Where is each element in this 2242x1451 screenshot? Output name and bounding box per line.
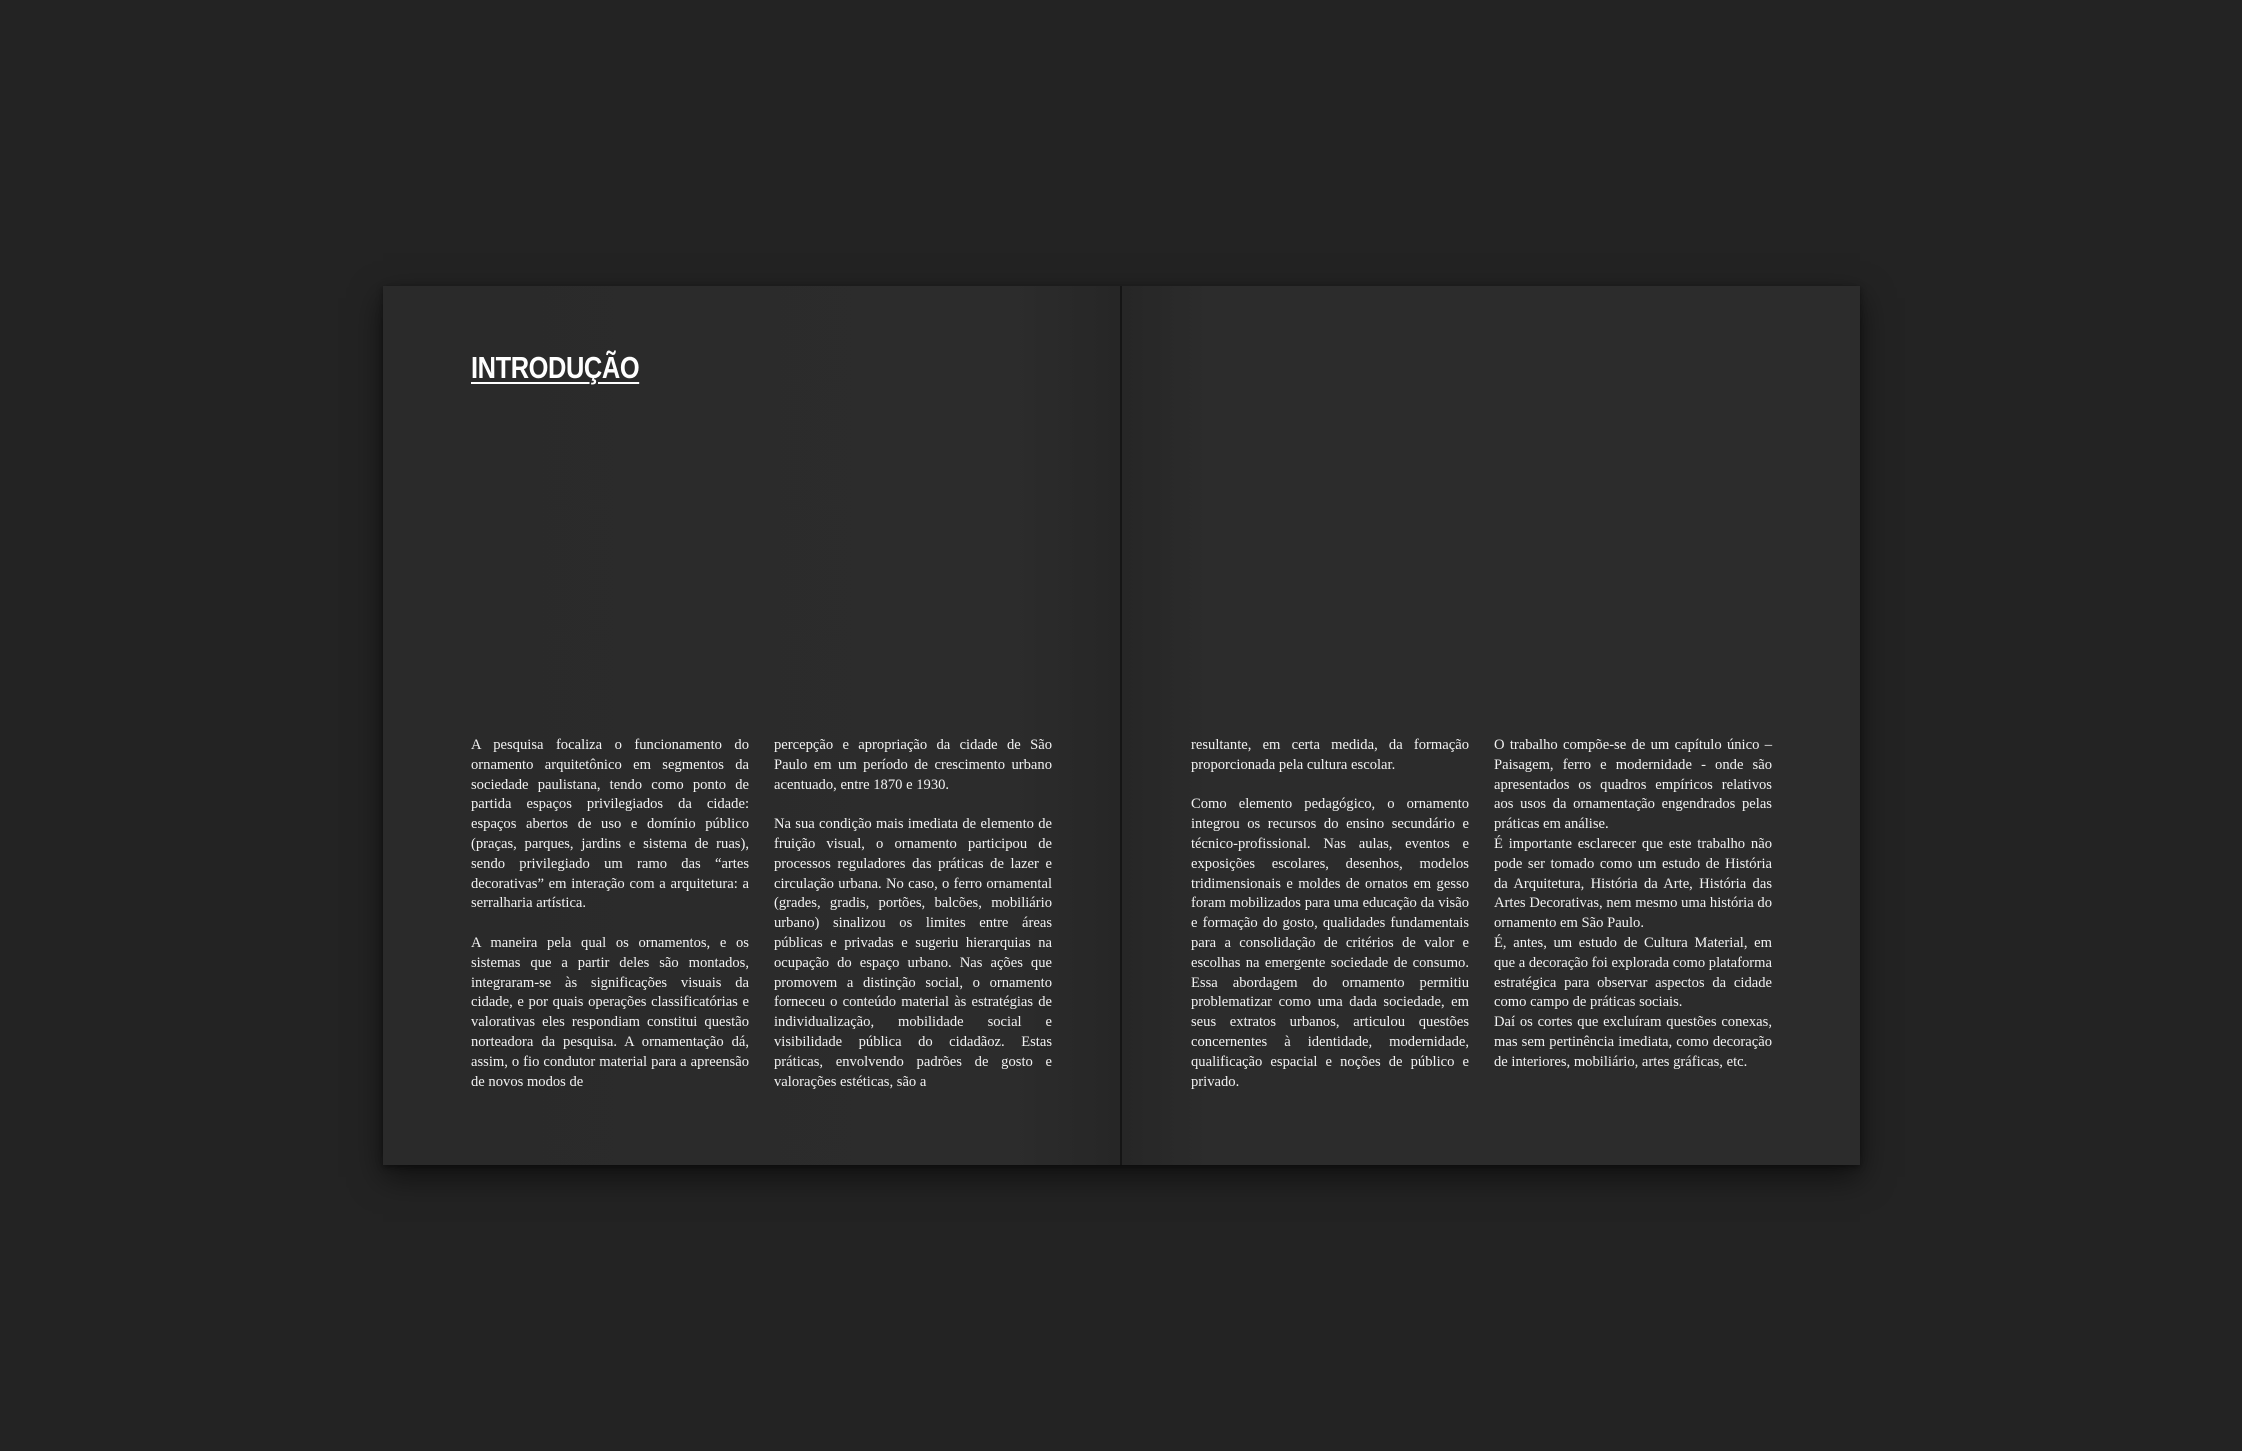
paragraph: resultante, em certa medida, da formação proporcionada pela cultura escolar. [1191, 737, 1469, 773]
paragraph: A pesquisa focaliza o funcionamento do ornamento arquitetônico em segmentos da sociedade paulistana, tendo como ponto de partida espaços privilegiados da cidade: espaços abertos de uso e domínio público (praças, parques, jardins e sistema de ruas), sendo privilegiado um ramo das “artes decorativas” em interação com a arquitetura: a serralharia artística. [471, 737, 749, 912]
paragraph: Como elemento pedagógico, o ornamento integrou os recursos do ensino secundário e técnico-profissional. Nas aulas, eventos e exposições escolares, desenhos, modelos tridimensionais e moldes de ornatos em gesso foram mobilizados para uma educação da visão e formação do gosto, qualidades fundamentais para a consolidação de critérios de valor e escolhas na emergente sociedade de consumo. Essa abordagem do ornamento permitiu problematizar como uma dada sociedade, em seus extratos urbanos, articulou questões concernentes à identidade, modernidade, qualificação espacial e noções de público e privado. [1191, 796, 1469, 1090]
paragraph: O trabalho compõe-se de um capítulo único – Paisagem, ferro e modernidade - onde são apresentados os quadros empíricos relativos aos usos da ornamentação engendrados pelas práticas em análise. [1494, 737, 1772, 833]
text-column-left-2 [774, 736, 1052, 1092]
paragraph: Na sua condição mais imediata de elemento de fruição visual, o ornamento participou de processos reguladores das práticas de lazer e circulação urbana. No caso, o ferro ornamental (grades, gradis, portões, balcões, mobiliário urbano) sinalizou os limites entre áreas públicas e privadas e sugeriu hierarquias na ocupação do espaço urbano. Nas ações que promovem a distinção social, o ornamento forneceu o conteúdo material às estratégias de individualização, mobilidade social e visibilidade pública do cidadãoz. Estas práticas, envolvendo padrões de gosto e valorações estéticas, são a [774, 816, 1052, 1090]
text-column-right-2 [1494, 736, 1772, 1073]
right-page [1122, 286, 1860, 1165]
book-spread [383, 286, 1860, 1165]
paragraph: percepção e apropriação da cidade de São Paulo em um período de crescimento urbano acentuado, entre 1870 e 1930. [774, 737, 1052, 793]
page-title: INTRODUÇÃO [471, 350, 640, 385]
text-column-right-1 [1191, 736, 1469, 1092]
left-page [383, 286, 1121, 1165]
paragraph: A maneira pela qual os ornamentos, e os sistemas que a partir deles são montados, integraram-se às significações visuais da cidade, e por quais operações classificatórias e valorativas eles respondiam constitui questão norteadora da pesquisa. A ornamentação dá, assim, o fio condutor material para a apreensão de novos modos de [471, 934, 749, 1090]
text-column-left-1 [471, 736, 749, 1092]
paragraph: É importante esclarecer que este trabalho não pode ser tomado como um estudo de História da Arquitetura, História da Arte, História das Artes Decorativas, nem mesmo uma história do ornamento em São Paulo. [1494, 835, 1772, 932]
paragraph: Daí os cortes que excluíram questões conexas, mas sem pertinência imediata, como decoração de interiores, mobiliário, artes gráficas, etc. [1494, 1014, 1772, 1070]
paragraph: É, antes, um estudo de Cultura Material, em que a decoração foi explorada como plataforma estratégica para observar aspectos da cidade como campo de práticas sociais. [1494, 934, 1772, 1011]
